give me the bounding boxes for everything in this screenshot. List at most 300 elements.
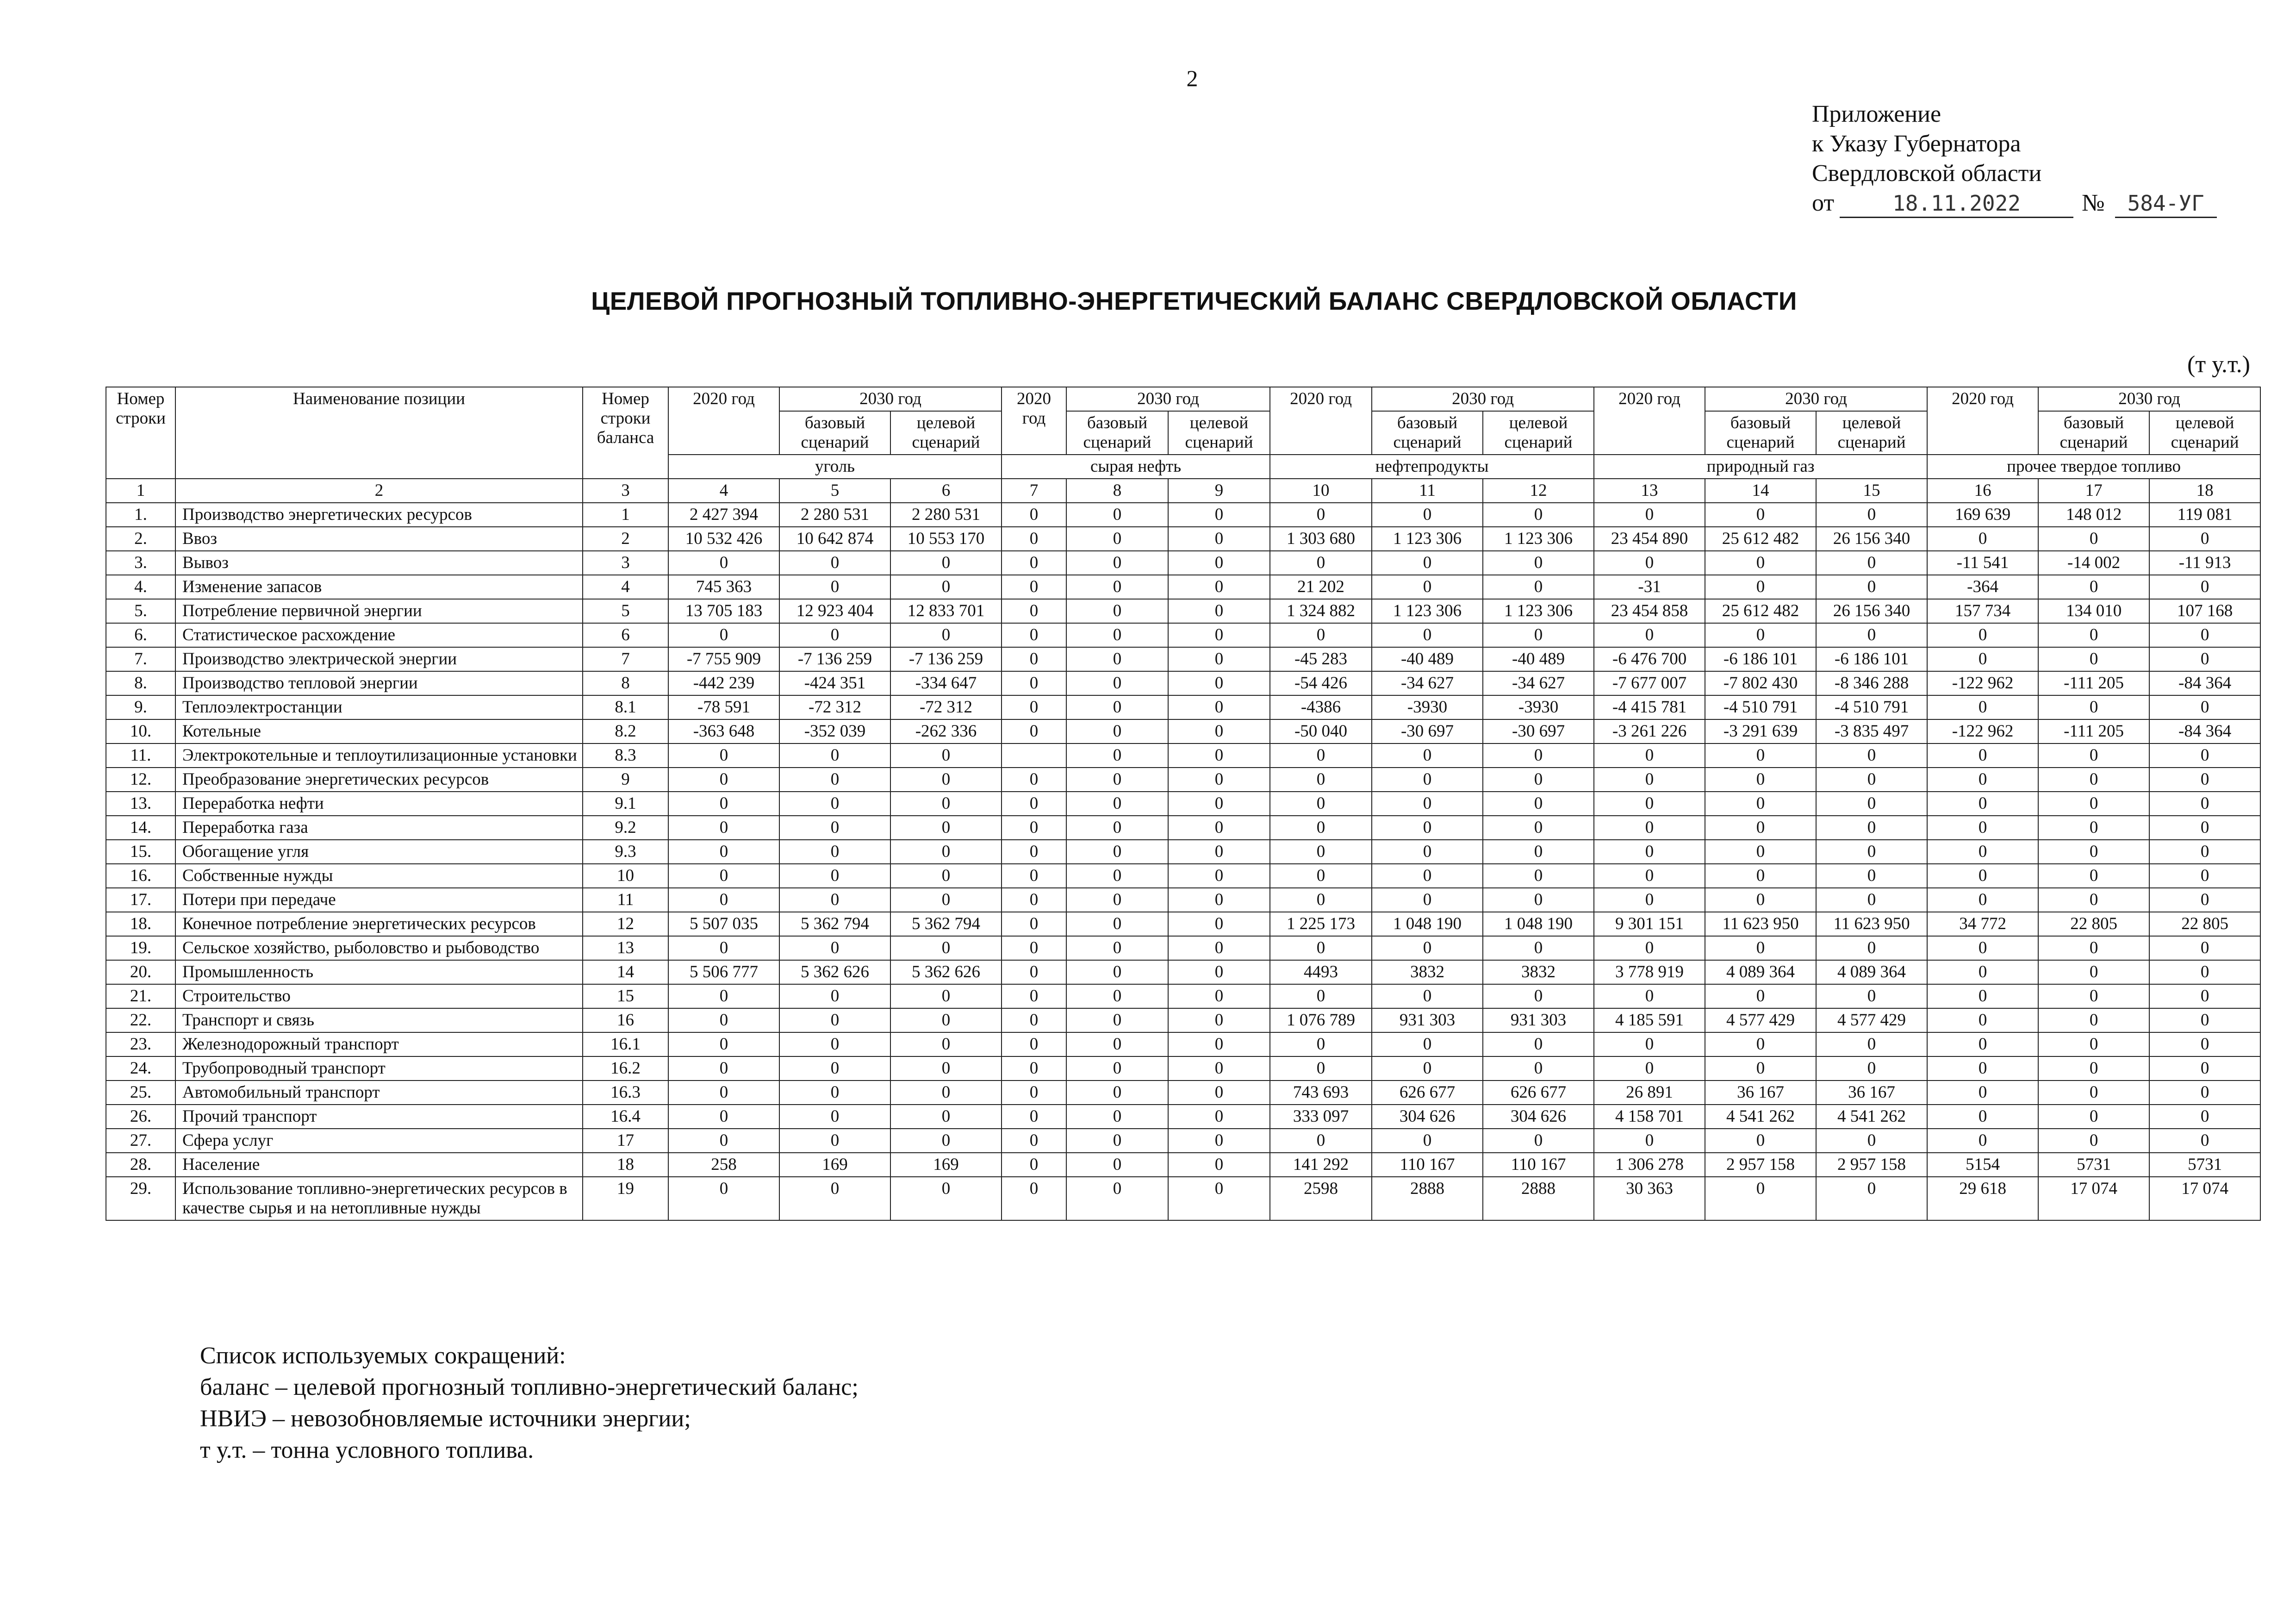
table-row xyxy=(106,1105,2260,1129)
table-row xyxy=(106,575,2260,599)
value-cell: 0 xyxy=(1002,984,1066,1008)
value-cell: 0 xyxy=(1066,527,1168,551)
value-cell: 0 xyxy=(1002,695,1066,719)
row-name-cell: Электрокотельные и теплоутилизационные установки xyxy=(175,743,583,768)
row-number-cell: 17. xyxy=(106,888,175,912)
value-cell: 0 xyxy=(1002,912,1066,936)
row-number-cell: 26. xyxy=(106,1105,175,1129)
value-cell: 0 xyxy=(668,936,779,960)
value-cell: 22 805 xyxy=(2149,912,2260,936)
value-cell: 0 xyxy=(1270,840,1372,864)
balance-row-cell: 8 xyxy=(583,671,668,695)
table-row xyxy=(106,1081,2260,1105)
table-row xyxy=(106,936,2260,960)
value-cell: 0 xyxy=(779,1032,890,1056)
value-cell: -3930 xyxy=(1372,695,1483,719)
value-cell: 0 xyxy=(1168,816,1270,840)
value-cell: 0 xyxy=(1168,575,1270,599)
value-cell: 0 xyxy=(890,840,1002,864)
value-cell: -6 476 700 xyxy=(1594,647,1705,671)
value-cell: 4493 xyxy=(1270,960,1372,984)
value-cell: 0 xyxy=(1372,1129,1483,1153)
table-row xyxy=(106,1129,2260,1153)
value-cell: 0 xyxy=(779,888,890,912)
value-cell: 0 xyxy=(779,1056,890,1081)
balance-row-cell: 6 xyxy=(583,623,668,647)
value-cell: 0 xyxy=(668,1008,779,1032)
value-cell: 0 xyxy=(1594,840,1705,864)
row-number-cell: 22. xyxy=(106,1008,175,1032)
value-cell: 0 xyxy=(890,864,1002,888)
abbreviations-title: Список используемых сокращений: xyxy=(200,1343,566,1369)
value-cell: 0 xyxy=(2038,695,2149,719)
value-cell: 4 089 364 xyxy=(1816,960,1927,984)
value-cell: 0 xyxy=(1168,1153,1270,1177)
value-cell: 17 074 xyxy=(2149,1177,2260,1220)
value-cell: 0 xyxy=(2038,936,2149,960)
value-cell: -54 426 xyxy=(1270,671,1372,695)
value-cell: 0 xyxy=(1816,816,1927,840)
value-cell: 0 xyxy=(1066,671,1168,695)
column-number-cell: 10 xyxy=(1270,479,1372,503)
value-cell: 157 734 xyxy=(1927,599,2038,623)
value-cell: 0 xyxy=(2038,575,2149,599)
value-cell: 2 280 531 xyxy=(779,503,890,527)
header-coal-2020: 2020 год xyxy=(668,387,779,455)
table-row xyxy=(106,864,2260,888)
value-cell: 0 xyxy=(2038,864,2149,888)
value-cell: 148 012 xyxy=(2038,503,2149,527)
value-cell: 0 xyxy=(1816,768,1927,792)
header-gas-base: базовый сценарий xyxy=(1705,411,1816,455)
value-cell: -78 591 xyxy=(668,695,779,719)
value-cell: -334 647 xyxy=(890,671,1002,695)
value-cell: 0 xyxy=(1270,503,1372,527)
value-cell: 0 xyxy=(2149,1081,2260,1105)
value-cell: -111 205 xyxy=(2038,671,2149,695)
value-cell: 0 xyxy=(1168,840,1270,864)
value-cell: 0 xyxy=(1066,912,1168,936)
value-cell: 0 xyxy=(779,936,890,960)
date-prefix: от xyxy=(1812,190,1835,216)
table-row xyxy=(106,816,2260,840)
value-cell: 931 303 xyxy=(1372,1008,1483,1032)
table-row xyxy=(106,623,2260,647)
value-cell: 2 957 158 xyxy=(1705,1153,1816,1177)
header-oil-2020: 2020 год xyxy=(1002,387,1066,455)
balance-row-cell: 9 xyxy=(583,768,668,792)
table-row xyxy=(106,960,2260,984)
row-name-cell: Транспорт и связь xyxy=(175,1008,583,1032)
value-cell: 25 612 482 xyxy=(1705,599,1816,623)
value-cell: 0 xyxy=(1066,503,1168,527)
value-cell: 110 167 xyxy=(1372,1153,1483,1177)
value-cell: 0 xyxy=(1594,503,1705,527)
value-cell: 0 xyxy=(1066,599,1168,623)
value-cell: 0 xyxy=(1270,792,1372,816)
value-cell: 0 xyxy=(1002,503,1066,527)
group-crude-oil: сырая нефть xyxy=(1002,455,1270,479)
row-name-cell: Железнодорожный транспорт xyxy=(175,1032,583,1056)
header-oil-base: базовый сценарий xyxy=(1066,411,1168,455)
value-cell: 0 xyxy=(779,768,890,792)
row-number-cell: 27. xyxy=(106,1129,175,1153)
value-cell: -40 489 xyxy=(1483,647,1594,671)
abbreviation-item: т у.т. – тонна условного топлива. xyxy=(200,1437,534,1463)
row-number-cell: 2. xyxy=(106,527,175,551)
value-cell: 0 xyxy=(1372,792,1483,816)
value-cell: 4 089 364 xyxy=(1705,960,1816,984)
value-cell: -7 802 430 xyxy=(1705,671,1816,695)
value-cell: 0 xyxy=(1270,743,1372,768)
value-cell: 0 xyxy=(1927,623,2038,647)
value-cell: -262 336 xyxy=(890,719,1002,743)
value-cell: 0 xyxy=(890,1081,1002,1105)
value-cell: 5 362 626 xyxy=(779,960,890,984)
value-cell: 0 xyxy=(1594,623,1705,647)
value-cell: 5 507 035 xyxy=(668,912,779,936)
page-number: 2 xyxy=(1186,65,1198,91)
value-cell: -111 205 xyxy=(2038,719,2149,743)
table-row xyxy=(106,743,2260,768)
value-cell: 0 xyxy=(2038,527,2149,551)
column-number-cell: 11 xyxy=(1372,479,1483,503)
row-number-cell: 6. xyxy=(106,623,175,647)
value-cell: -84 364 xyxy=(2149,671,2260,695)
header-solid-base: базовый сценарий xyxy=(2038,411,2149,455)
row-number-cell: 14. xyxy=(106,816,175,840)
value-cell: 0 xyxy=(2038,743,2149,768)
value-cell: 0 xyxy=(1483,792,1594,816)
value-cell: -72 312 xyxy=(779,695,890,719)
value-cell: 0 xyxy=(1168,1129,1270,1153)
value-cell: 0 xyxy=(1002,1081,1066,1105)
value-cell: 5 362 626 xyxy=(890,960,1002,984)
value-cell: 0 xyxy=(2038,840,2149,864)
row-number-cell: 18. xyxy=(106,912,175,936)
value-cell: 110 167 xyxy=(1483,1153,1594,1177)
value-cell: 0 xyxy=(1372,1032,1483,1056)
balance-row-cell: 15 xyxy=(583,984,668,1008)
value-cell: -50 040 xyxy=(1270,719,1372,743)
value-cell: 0 xyxy=(2149,695,2260,719)
value-cell: 0 xyxy=(1927,864,2038,888)
value-cell: 304 626 xyxy=(1372,1105,1483,1129)
value-cell: 0 xyxy=(1372,551,1483,575)
value-cell: 0 xyxy=(2149,960,2260,984)
value-cell: -84 364 xyxy=(2149,719,2260,743)
value-cell: -364 xyxy=(1927,575,2038,599)
value-cell: 304 626 xyxy=(1483,1105,1594,1129)
value-cell: 4 541 262 xyxy=(1816,1105,1927,1129)
value-cell: 0 xyxy=(1168,1056,1270,1081)
value-cell: 12 833 701 xyxy=(890,599,1002,623)
value-cell: 3 778 919 xyxy=(1594,960,1705,984)
value-cell: 0 xyxy=(779,816,890,840)
value-cell: 0 xyxy=(890,888,1002,912)
balance-row-cell: 11 xyxy=(583,888,668,912)
value-cell: 0 xyxy=(1927,960,2038,984)
value-cell: 333 097 xyxy=(1270,1105,1372,1129)
value-cell: 0 xyxy=(1002,1177,1066,1220)
value-cell: 0 xyxy=(2149,1032,2260,1056)
row-name-cell: Производство тепловой энергии xyxy=(175,671,583,695)
value-cell: 0 xyxy=(779,1105,890,1129)
value-cell: 0 xyxy=(668,1129,779,1153)
balance-row-cell: 16.1 xyxy=(583,1032,668,1056)
table-row xyxy=(106,695,2260,719)
value-cell: 0 xyxy=(1927,816,2038,840)
value-cell: -11 541 xyxy=(1927,551,2038,575)
value-cell: 0 xyxy=(1168,792,1270,816)
value-cell: 0 xyxy=(890,1008,1002,1032)
value-cell: 2598 xyxy=(1270,1177,1372,1220)
value-cell: 29 618 xyxy=(1927,1177,2038,1220)
value-cell: 1 048 190 xyxy=(1372,912,1483,936)
value-cell: 0 xyxy=(890,768,1002,792)
value-cell: 1 303 680 xyxy=(1270,527,1372,551)
value-cell: -4 510 791 xyxy=(1705,695,1816,719)
value-cell: 0 xyxy=(1168,623,1270,647)
balance-row-cell: 8.3 xyxy=(583,743,668,768)
row-name-cell: Переработка газа xyxy=(175,816,583,840)
value-cell: 26 891 xyxy=(1594,1081,1705,1105)
value-cell: 0 xyxy=(2038,792,2149,816)
value-cell: 0 xyxy=(2149,936,2260,960)
value-cell: 0 xyxy=(1705,623,1816,647)
value-cell: 0 xyxy=(890,1105,1002,1129)
balance-row-cell: 4 xyxy=(583,575,668,599)
value-cell: 745 363 xyxy=(668,575,779,599)
value-cell: -11 913 xyxy=(2149,551,2260,575)
value-cell: -7 755 909 xyxy=(668,647,779,671)
value-cell: 0 xyxy=(668,1032,779,1056)
value-cell: 34 772 xyxy=(1927,912,2038,936)
value-cell: 0 xyxy=(1270,1056,1372,1081)
balance-row-cell: 2 xyxy=(583,527,668,551)
row-number-cell: 5. xyxy=(106,599,175,623)
row-name-cell: Теплоэлектростанции xyxy=(175,695,583,719)
value-cell: 22 805 xyxy=(2038,912,2149,936)
header-balance-row: Номер строки баланса xyxy=(583,387,668,479)
value-cell: 0 xyxy=(1816,792,1927,816)
value-cell: 0 xyxy=(668,888,779,912)
value-cell: 0 xyxy=(1594,743,1705,768)
balance-row-cell: 3 xyxy=(583,551,668,575)
value-cell: 1 076 789 xyxy=(1270,1008,1372,1032)
value-cell: 0 xyxy=(1372,768,1483,792)
balance-row-cell: 16 xyxy=(583,1008,668,1032)
row-number-cell: 19. xyxy=(106,936,175,960)
value-cell: 0 xyxy=(1927,647,2038,671)
value-cell: 0 xyxy=(1002,575,1066,599)
balance-row-cell: 14 xyxy=(583,960,668,984)
value-cell: 1 123 306 xyxy=(1372,527,1483,551)
value-cell: -3 291 639 xyxy=(1705,719,1816,743)
value-cell: 119 081 xyxy=(2149,503,2260,527)
value-cell: 0 xyxy=(1927,888,2038,912)
value-cell: 0 xyxy=(1594,1129,1705,1153)
value-cell: 0 xyxy=(1483,840,1594,864)
value-cell: 0 xyxy=(1168,1177,1270,1220)
value-cell: 0 xyxy=(2149,575,2260,599)
value-cell: 0 xyxy=(1705,743,1816,768)
balance-row-cell: 1 xyxy=(583,503,668,527)
table-row xyxy=(106,503,2260,527)
value-cell: -45 283 xyxy=(1270,647,1372,671)
value-cell: 0 xyxy=(668,623,779,647)
header-row-no: Номер строки xyxy=(106,387,175,479)
balance-row-cell: 8.2 xyxy=(583,719,668,743)
value-cell: 626 677 xyxy=(1372,1081,1483,1105)
value-cell: 0 xyxy=(890,623,1002,647)
value-cell: 0 xyxy=(1705,840,1816,864)
value-cell: 0 xyxy=(1002,599,1066,623)
value-cell: 4 541 262 xyxy=(1705,1105,1816,1129)
value-cell: 30 363 xyxy=(1594,1177,1705,1220)
value-cell: 0 xyxy=(1927,1056,2038,1081)
header-oil-target: целевой сценарий xyxy=(1168,411,1270,455)
value-cell: 0 xyxy=(1066,743,1168,768)
column-number-cell: 8 xyxy=(1066,479,1168,503)
row-number-cell: 28. xyxy=(106,1153,175,1177)
value-cell: 0 xyxy=(890,575,1002,599)
value-cell: 0 xyxy=(1066,1129,1168,1153)
value-cell: -7 136 259 xyxy=(779,647,890,671)
value-cell: 0 xyxy=(890,1177,1002,1220)
table-row xyxy=(106,551,2260,575)
value-cell: -6 186 101 xyxy=(1705,647,1816,671)
value-cell: 0 xyxy=(1483,1056,1594,1081)
value-cell: -363 648 xyxy=(668,719,779,743)
value-cell: 0 xyxy=(1168,1081,1270,1105)
value-cell: 1 306 278 xyxy=(1594,1153,1705,1177)
table-body xyxy=(106,479,2260,1220)
row-name-cell: Производство энергетических ресурсов xyxy=(175,503,583,527)
value-cell: -3930 xyxy=(1483,695,1594,719)
value-cell: 0 xyxy=(2149,743,2260,768)
value-cell: 5731 xyxy=(2038,1153,2149,1177)
value-cell: 0 xyxy=(1168,671,1270,695)
value-cell: -4 415 781 xyxy=(1594,695,1705,719)
value-cell: 0 xyxy=(1483,503,1594,527)
value-cell: 0 xyxy=(2149,984,2260,1008)
value-cell: 1 048 190 xyxy=(1483,912,1594,936)
value-cell: 0 xyxy=(1594,816,1705,840)
value-cell: 0 xyxy=(2038,1129,2149,1153)
value-cell: 0 xyxy=(2149,816,2260,840)
balance-row-cell: 9.3 xyxy=(583,840,668,864)
value-cell: 2 957 158 xyxy=(1816,1153,1927,1177)
value-cell: -3 835 497 xyxy=(1816,719,1927,743)
value-cell: -34 627 xyxy=(1483,671,1594,695)
value-cell: 10 553 170 xyxy=(890,527,1002,551)
value-cell: 2888 xyxy=(1483,1177,1594,1220)
row-name-cell: Собственные нужды xyxy=(175,864,583,888)
value-cell: 0 xyxy=(1927,527,2038,551)
header-gas-2020: 2020 год xyxy=(1594,387,1705,455)
value-cell: 0 xyxy=(2149,1056,2260,1081)
value-cell: 12 923 404 xyxy=(779,599,890,623)
value-cell: 4 577 429 xyxy=(1705,1008,1816,1032)
value-cell: 26 156 340 xyxy=(1816,599,1927,623)
header-petro-2020: 2020 год xyxy=(1270,387,1372,455)
balance-row-cell: 9.2 xyxy=(583,816,668,840)
table-row xyxy=(106,912,2260,936)
value-cell: 10 532 426 xyxy=(668,527,779,551)
value-cell: 0 xyxy=(1002,1008,1066,1032)
table-row xyxy=(106,647,2260,671)
abbreviations xyxy=(200,1340,859,1466)
column-number-cell: 18 xyxy=(2149,479,2260,503)
value-cell: 17 074 xyxy=(2038,1177,2149,1220)
row-name-cell: Статистическое расхождение xyxy=(175,623,583,647)
row-name-cell: Потребление первичной энергии xyxy=(175,599,583,623)
value-cell: 3832 xyxy=(1372,960,1483,984)
value-cell: 0 xyxy=(1002,1032,1066,1056)
value-cell: 0 xyxy=(1705,1129,1816,1153)
balance-row-cell: 7 xyxy=(583,647,668,671)
column-number-cell: 12 xyxy=(1483,479,1594,503)
appendix-line-2: к Указу Губернатора xyxy=(1812,131,2021,157)
value-cell: 0 xyxy=(668,1081,779,1105)
table-row xyxy=(106,1177,2260,1220)
value-cell: 0 xyxy=(1816,623,1927,647)
value-cell: 0 xyxy=(1483,768,1594,792)
value-cell: 0 xyxy=(1816,1177,1927,1220)
balance-row-cell: 19 xyxy=(583,1177,668,1220)
value-cell: 0 xyxy=(1594,864,1705,888)
header-coal-base: базовый сценарий xyxy=(779,411,890,455)
value-cell: 0 xyxy=(2038,888,2149,912)
value-cell: -72 312 xyxy=(890,695,1002,719)
value-cell: 0 xyxy=(1372,816,1483,840)
row-name-cell: Строительство xyxy=(175,984,583,1008)
value-cell: 11 623 950 xyxy=(1816,912,1927,936)
value-cell: 0 xyxy=(668,551,779,575)
value-cell: 0 xyxy=(1168,551,1270,575)
value-cell: 0 xyxy=(1002,816,1066,840)
value-cell: 0 xyxy=(1483,888,1594,912)
value-cell: 0 xyxy=(2149,768,2260,792)
value-cell: 0 xyxy=(1372,743,1483,768)
value-cell: 0 xyxy=(2149,1008,2260,1032)
value-cell: -122 962 xyxy=(1927,671,2038,695)
value-cell: -34 627 xyxy=(1372,671,1483,695)
header-name: Наименование позиции xyxy=(175,387,583,479)
column-number-cell: 6 xyxy=(890,479,1002,503)
value-cell: 25 612 482 xyxy=(1705,527,1816,551)
value-cell: 0 xyxy=(1168,1105,1270,1129)
value-cell: 0 xyxy=(1483,575,1594,599)
value-cell: 0 xyxy=(2149,888,2260,912)
value-cell: 0 xyxy=(1168,984,1270,1008)
value-cell: 0 xyxy=(1066,647,1168,671)
value-cell: 36 167 xyxy=(1816,1081,1927,1105)
value-cell: 0 xyxy=(1372,575,1483,599)
balance-row-cell: 16.4 xyxy=(583,1105,668,1129)
row-number-cell: 10. xyxy=(106,719,175,743)
row-name-cell: Сфера услуг xyxy=(175,1129,583,1153)
value-cell: 9 301 151 xyxy=(1594,912,1705,936)
value-cell: 0 xyxy=(1816,575,1927,599)
value-cell: 0 xyxy=(1483,743,1594,768)
value-cell: 0 xyxy=(1594,936,1705,960)
value-cell: 5 362 794 xyxy=(890,912,1002,936)
value-cell: 1 123 306 xyxy=(1372,599,1483,623)
value-cell: 0 xyxy=(1270,551,1372,575)
row-number-cell: 13. xyxy=(106,792,175,816)
